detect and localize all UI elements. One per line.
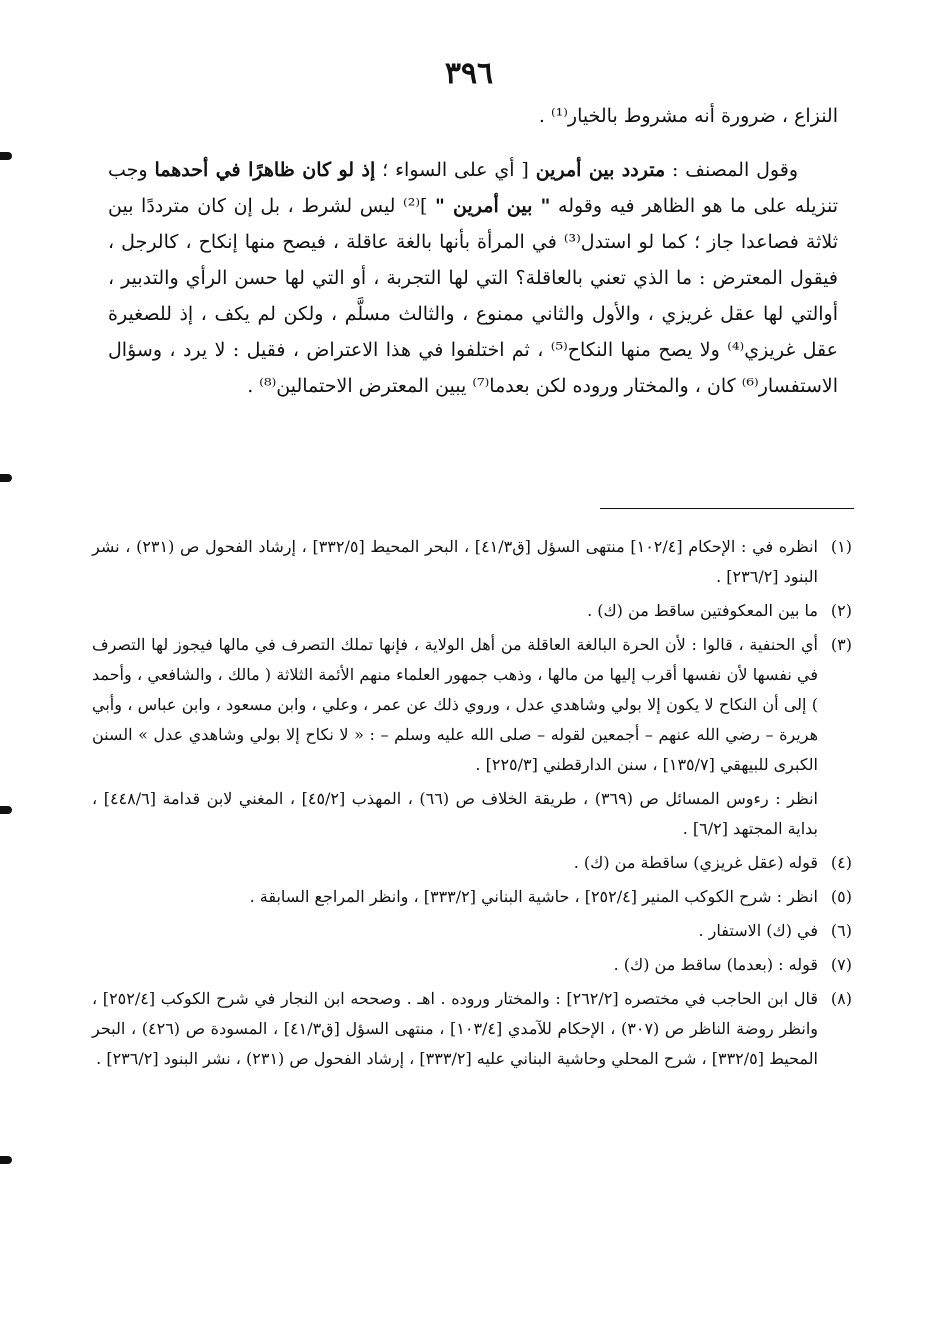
footnote-number: (٧) [830, 955, 852, 974]
footnote-6 [92, 916, 852, 946]
footnote-number: (٦) [830, 921, 852, 940]
footnote-text: أي الحنفية ، قالوا : لأن الحرة البالغة العاقلة من أهل الولاية ، فإنها تملك التصرف في مالها فيجوز لها التصرف في نفسها لأن نفسها أقرب إليها من مالها ، وذهب جمهور العلماء منهم الأئمة الثلاثة ( مالك ، والشافعي ، وأحمد ) إلى أن النكاح لا يكون إلا بولي وشاهدي عدل ، وروي ذلك عن عمر ، وعلي ، وابن مسعود ، وابن عباس ، وأبي هريرة – رضي الله عنهم – أجمعين لقوله – صلى الله عليه وسلم – : « لا نكاح إلا بولي وشاهدي عدل » السنن الكبرى للبيهقي [١٣٥/٧] ، سنن الدارقطني [٢٢٥/٣] . [92, 635, 818, 774]
para2-intro: وقول المصنف : [665, 159, 798, 181]
margin-mark [0, 152, 12, 160]
footnote-3-references: انظر : رءوس المسائل ص (٣٦٩) ، طريقة الخلاف ص (٦٦) ، المهذب [٤٥/٢] ، المغني لابن قدامة [٤٤٨/٦] ، بداية المجتهد [٦/٢] . [92, 789, 818, 838]
para2-rest: ]⁽²⁾ ليس لشرط ، بل إن كان مترددًا بين ثلاثة فصاعدا جاز ؛ كما لو استدل⁽³⁾ في المرأة بأنها بالغة عاقلة ، فيصح منها إنكاح ، كالرجل ، فيقول المعترض : ما الذي تعني بالعاقلة؟ التي لها التجربة ، أو التي لها حسن الرأي والتدبير ، أوالتي لها عقل غريزي ، والأول والثاني ممنوع ، والثالث مسلَّم ، ولكن لم يكف ، إذ للصغيرة عقل غريزي⁽⁴⁾ ولا يصح منها النكاح⁽⁵⁾ ، ثم اختلفوا في هذا الاعتراض ، فقيل : لا يرد ، وسؤال الاستفسار⁽⁶⁾ كان ، والمختار وروده لكن بعدما⁽⁷⁾ يبين المعترض الاحتمالين⁽⁸⁾ . [108, 195, 839, 397]
footnote-2 [92, 596, 852, 626]
main-paragraph-1: النزاع ، ضرورة أنه مشروط بالخيار⁽¹⁾ . [538, 105, 838, 127]
para2-bold-phrase-2: إذ لو كان ظاهرًا في أحدهما [154, 159, 376, 181]
footnote-text: ما بين المعكوفتين ساقط من (ك) . [587, 601, 818, 620]
footnote-text: قوله (عقل غريزي) ساقطة من (ك) . [573, 853, 818, 872]
footnote-number: (١) [830, 537, 853, 556]
para2-bold-phrase-3: " بين أمرين " [435, 195, 551, 217]
para2-mid-2: وجب تنزيله على ما هو الظاهر فيه وقوله [108, 159, 838, 217]
margin-mark [0, 1156, 12, 1164]
footnote-divider [600, 508, 854, 509]
footnote-number: (٢) [830, 601, 852, 620]
footnote-4 [92, 848, 852, 878]
page-number: ٣٩٦ [444, 56, 494, 91]
footnote-text: قال ابن الحاجب في مختصره [٢٦٢/٢] : والمختار وروده . اهـ . وصححه ابن النجار في شرح الكوكب [٢٥٢/٤] ، وانظر روضة الناظر ص (٣٠٧) ، الإحكام للآمدي [١٠٣/٤] ، منتهى السؤل [ق٤١/٣] ، المسودة ص (٤٢٦) ، البحر المحيط [٣٣٢/٥] ، شرح المحلي وحاشية البناني عليه [٣٣٣/٢] ، إرشاد الفحول ص (٢٣١) ، نشر البنود [٢٣٦/٢] . [92, 989, 818, 1068]
margin-mark [0, 806, 12, 814]
footnote-7 [92, 950, 852, 980]
footnote-text: انظره في : الإحكام [١٠٢/٤] منتهى السؤل [ق٤١/٣] ، البحر المحيط [٣٣٢/٥] ، إرشاد الفحول ص (٢٣١) ، نشر البنود [٢٣٦/٢] . [92, 537, 819, 586]
footnote-number: (٨) [830, 989, 852, 1008]
margin-mark [0, 474, 12, 482]
footnote-3 [92, 630, 852, 780]
main-paragraph-2 [108, 152, 838, 404]
footnote-text: انظر : شرح الكوكب المنير [٢٥٢/٤] ، حاشية البناني [٣٣٣/٢] ، وانظر المراجع السابقة . [249, 887, 818, 906]
footnote-8 [92, 984, 852, 1074]
footnote-number: (٤) [830, 853, 852, 872]
footnote-text: قوله : (بعدما) ساقط من (ك) . [613, 955, 818, 974]
footnote-number: (٥) [830, 887, 852, 906]
main-text [108, 98, 838, 404]
para2-bold-phrase-1: متردد بين أمرين [535, 159, 666, 181]
footnotes [92, 532, 852, 1078]
para2-mid-1: [ أي على السواء ؛ [375, 159, 536, 181]
footnote-number: (٣) [830, 635, 852, 654]
footnote-1 [92, 532, 852, 592]
footnote-5 [92, 882, 852, 912]
footnote-text: في (ك) الاستفار . [698, 921, 818, 940]
